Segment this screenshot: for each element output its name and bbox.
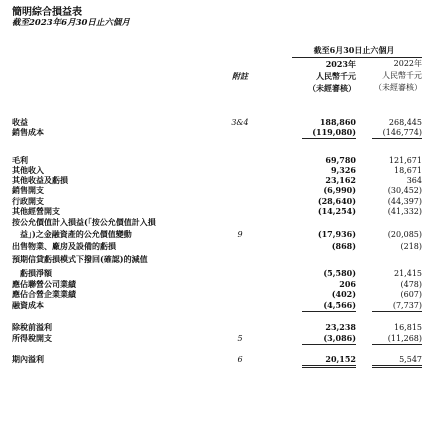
- row-value-2022: (478): [400, 280, 422, 289]
- row-value-2022: (44,397): [387, 197, 422, 206]
- row-value-2023: 206: [339, 279, 356, 289]
- row-label: 應佔聯營公司業績: [12, 279, 76, 289]
- row-value-2022: (146,774): [382, 128, 422, 137]
- row-value-2023: (4,566): [323, 300, 356, 310]
- statement-period: 截至2023年6月30日止六個月: [12, 18, 130, 28]
- row-value-2023: 188,860: [319, 117, 356, 127]
- period-group-header: 截至6月30日止六個月: [313, 45, 395, 55]
- statement-row: [0, 254, 430, 265]
- row-value-2023: 23,238: [325, 322, 356, 332]
- row-value-2023: 23,162: [325, 175, 356, 185]
- row-label: 毛利: [12, 155, 28, 165]
- row-value-2022: (11,268): [387, 334, 422, 343]
- statement-row: [0, 127, 430, 138]
- column-header-2023: [292, 58, 356, 94]
- row-value-2022: (41,332): [387, 207, 422, 216]
- statement-row: [0, 206, 430, 217]
- row-value-2022: (607): [400, 290, 422, 299]
- total-double-rule: [302, 365, 356, 366]
- row-label: 收益: [12, 117, 28, 127]
- statement-title: 簡明綜合損益表: [12, 7, 82, 18]
- column-2023-year: 2023年: [325, 59, 356, 69]
- total-double-rule: [372, 365, 422, 366]
- statement-row: [0, 241, 430, 252]
- statement-row: [0, 300, 430, 311]
- column-2022-currency: 人民幣千元: [382, 71, 422, 80]
- row-value-2023: (5,580): [323, 268, 356, 278]
- row-label: 按公允價值計入損益(「按公允價值計入損: [12, 217, 156, 227]
- row-value-2022: 18,671: [394, 166, 422, 175]
- row-note: 5: [237, 334, 243, 343]
- subtotal-rule: [372, 311, 422, 312]
- statement-row: [0, 268, 430, 279]
- row-value-2023: 69,780: [325, 155, 356, 165]
- column-2022-status: （未經審核）: [374, 83, 422, 92]
- row-label: 預期信貸虧損模式下撥回(確認)的減值: [12, 254, 148, 264]
- row-value-2023: 9,326: [330, 165, 356, 175]
- total-double-rule: [302, 367, 356, 368]
- row-label: 所得稅開支: [12, 333, 52, 343]
- note-column-header: 附註: [232, 71, 248, 81]
- column-header-2022: [356, 58, 422, 94]
- row-value-2023: (119,080): [312, 127, 356, 137]
- row-value-2023: (17,936): [317, 229, 356, 239]
- row-label: 應佔合營企業業績: [12, 289, 76, 299]
- statement-row: [0, 217, 430, 228]
- statement-row: [0, 289, 430, 300]
- row-label: 虧損淨額: [20, 268, 52, 278]
- row-label: 銷售成本: [12, 127, 44, 137]
- statement-row: [0, 354, 430, 365]
- row-value-2022: 5,547: [399, 355, 422, 364]
- total-double-rule: [372, 367, 422, 368]
- row-value-2022: 121,671: [388, 156, 422, 165]
- row-value-2022: 16,815: [394, 323, 422, 332]
- row-label: 行政開支: [12, 196, 44, 206]
- row-value-2022: 21,415: [394, 269, 422, 278]
- statement-row: [0, 333, 430, 344]
- subtotal-rule: [302, 138, 356, 139]
- row-label: 除稅前溢利: [12, 322, 52, 332]
- subtotal-rule: [372, 344, 422, 345]
- row-value-2023: (3,086): [323, 333, 356, 343]
- statement-row: [0, 322, 430, 333]
- row-note: 6: [237, 355, 243, 364]
- row-value-2022: (218): [400, 242, 422, 251]
- statement-row: [0, 229, 430, 240]
- statement-row: [0, 185, 430, 196]
- row-value-2023: (28,640): [317, 196, 356, 206]
- row-label: 期內溢利: [12, 354, 44, 364]
- row-value-2023: 20,152: [325, 354, 356, 364]
- row-value-2022: (7,737): [392, 301, 422, 310]
- row-value-2023: (6,990): [323, 185, 356, 195]
- subtotal-rule: [302, 344, 356, 345]
- row-value-2022: (30,452): [387, 186, 422, 195]
- column-2023-currency: 人民幣千元: [316, 71, 356, 81]
- column-2022-year: 2022年: [393, 59, 422, 68]
- row-value-2023: (14,254): [317, 206, 356, 216]
- row-value-2023: (868): [331, 241, 356, 251]
- row-value-2022: 268,445: [388, 118, 422, 127]
- row-label: 其他收益及虧損: [12, 175, 68, 185]
- row-label: 銷售開支: [12, 185, 44, 195]
- row-note: 9: [237, 230, 243, 239]
- row-label: 其他經營開支: [12, 206, 60, 216]
- row-label: 融資成本: [12, 300, 44, 310]
- row-value-2022: 364: [406, 176, 422, 185]
- row-note: 3&4: [231, 118, 249, 127]
- row-label: 其他收入: [12, 165, 44, 175]
- subtotal-rule: [372, 138, 422, 139]
- column-2023-status: （未經審核）: [308, 83, 356, 93]
- row-value-2023: (402): [331, 289, 356, 299]
- row-label: 益」)之金融資產的公允價值變動: [20, 229, 132, 239]
- row-label: 出售物業、廠房及設備的虧損: [12, 241, 116, 251]
- subtotal-rule: [302, 311, 356, 312]
- row-value-2022: (20,085): [387, 230, 422, 239]
